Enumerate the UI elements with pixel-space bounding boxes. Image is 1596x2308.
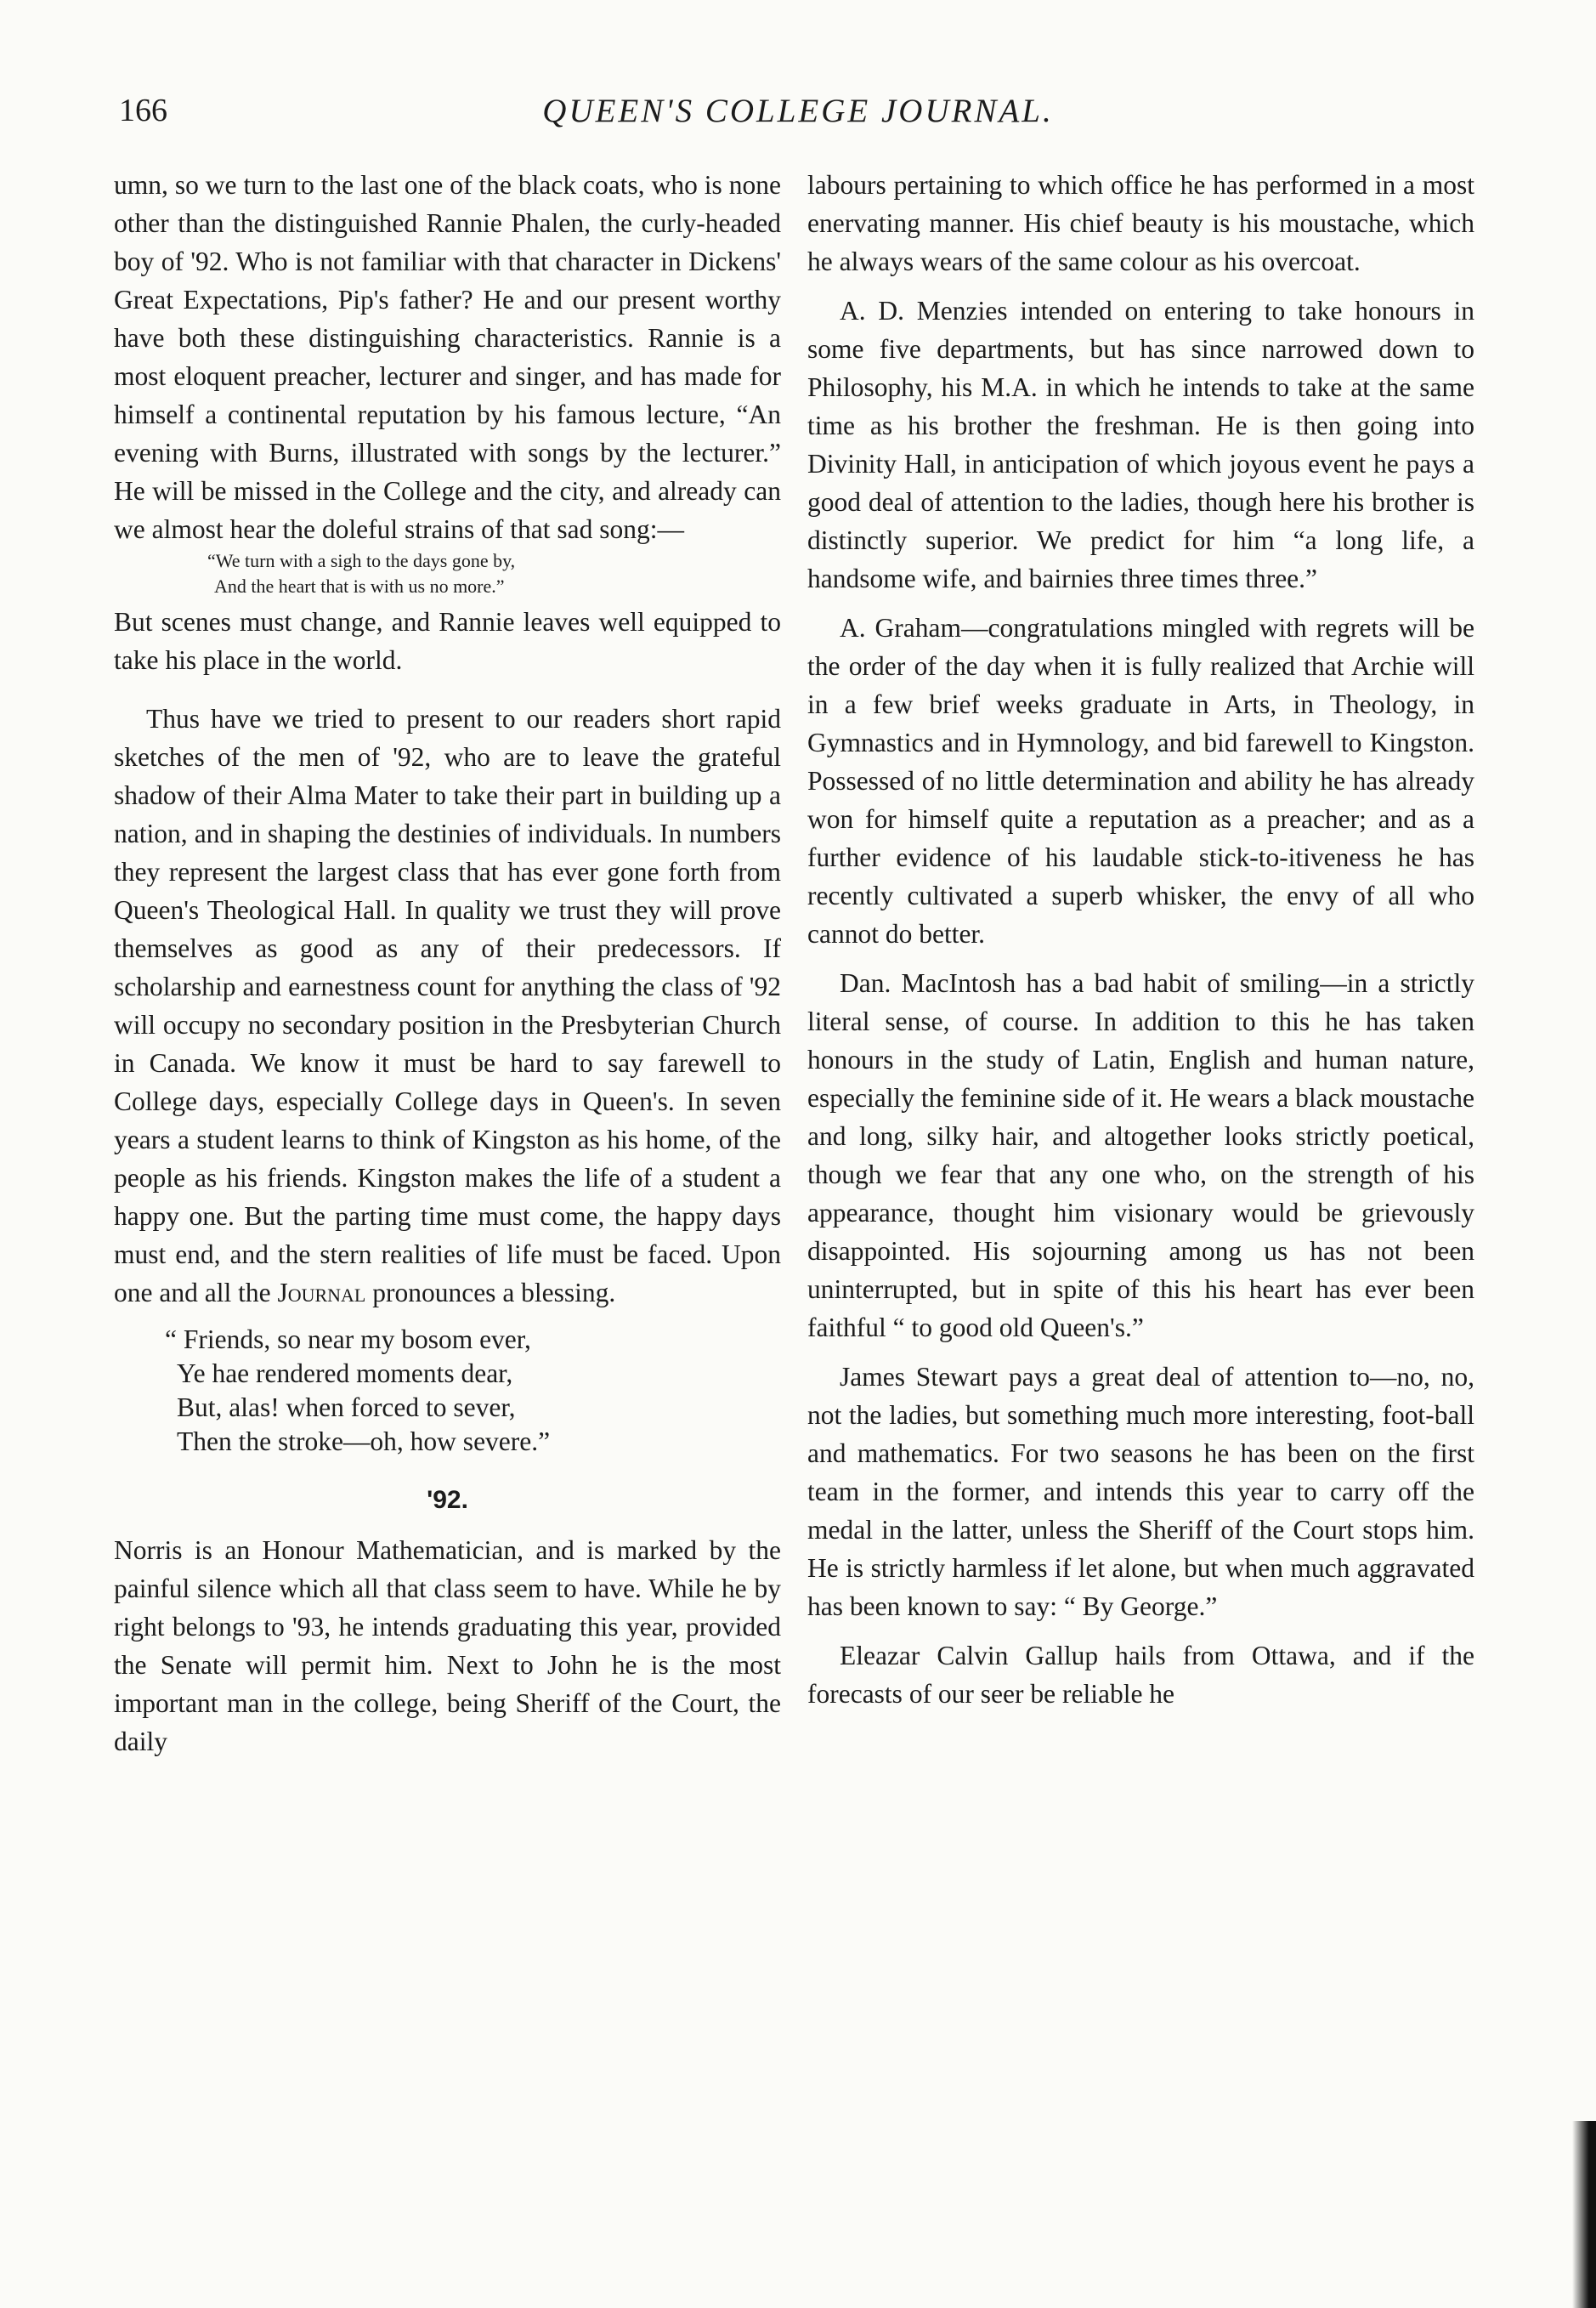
song-line: And the heart that is with us no more.” xyxy=(214,576,505,597)
section-heading: '92. xyxy=(427,1486,468,1514)
journal-name: Journal xyxy=(277,1278,366,1307)
farewell-verse xyxy=(165,1323,781,1459)
paragraph-stewart: James Stewart pays a great deal of attention to—no, no, not the ladies, but something much more interesting, foot-ball and mathematics. For two seasons he has been on the first team in the former, and intends this year to carry off the medal in the latter, unless the Sheriff of the Court stops him. He is strictly harmless if let alone, but when much aggravated has been known to say: “ By George.” xyxy=(807,1362,1474,1621)
paragraph-norris-cont: labours pertaining to which office he has performed in a most enervating manner. His chief beauty is his moustache, which he always wears of the same colour as his overcoat. xyxy=(807,170,1474,276)
paragraph-norris: Norris is an Honour Mathematician, and is marked by the painful silence which all that class seem to have. While he by right belongs to '93, he intends graduating this year, provided the Senate will permit him. Next to John he is the most important man in the college, being Sheriff of the Court, the daily xyxy=(114,1535,781,1756)
verse-line: But, alas! when forced to sever, xyxy=(177,1392,516,1422)
verse-line: Then the stroke—oh, how severe.” xyxy=(177,1426,551,1456)
paragraph-gallup: Eleazar Calvin Gallup hails from Ottawa, and if the forecasts of our seer be reliable he xyxy=(807,1641,1474,1709)
right-column xyxy=(807,166,1474,1724)
paragraph-macintosh: Dan. MacIntosh has a bad habit of smiling—in a strictly literal sense, of course. In addition to this he has taken honours in the study of Latin, English and human nature, especially the feminine side of it. He wears a black moustache and long, silky hair, and altogether looks strictly poetical, though we fear that any one who, on the strength of his appearance, thought him visionary would be grievously disappointed. His sojourning among us has not been uninterrupted, but in spite of this his heart has ever been faithful “ to good old Queen's.” xyxy=(807,968,1474,1342)
farewell-text: Thus have we tried to present to our readers short rapid sketches of the men of '92, who are to leave the grateful shadow of their Alma Mater to take their part in building up a nation, and in shaping the destinies of individuals. In numbers they represent the largest class that has ever gone forth from Queen's Theological Hall. In quality we trust they will prove themselves as good as any of their predecessors. If scholarship and earnestness count for anything the class of '92 will occupy no secondary position in the Presbyterian Church in Canada. We know it must be hard to say farewell to College days, especially College days in Queen's. In seven years a student learns to think of Kingston as his home, of the people as his friends. Kingston makes the life of a student a happy one. But the parting time must come, the happy days must end, and the stern realities of life must be faced. Upon one and all the xyxy=(114,704,781,1307)
paragraph-menzies: A. D. Menzies intended on entering to take honours in some five departments, but has since narrowed down to Philosophy, his M.A. in which he intends to take at the same time as his brother the freshman. He is then going into Divinity Hall, in anticipation of which joyous event he pays a good deal of attention to the ladies, though here his brother is distinctly superior. We predict for him “a long life, a handsome wife, and bairnies three times three.” xyxy=(807,296,1474,593)
verse-line: Ye hae rendered moments dear, xyxy=(177,1358,513,1388)
song-line: “We turn with a sigh to the days gone by, xyxy=(207,550,516,571)
song-quote xyxy=(207,548,781,599)
left-column xyxy=(114,166,781,1772)
paragraph-scenes: But scenes must change, and Rannie leaves well equipped to take his place in the world. xyxy=(114,607,781,675)
paragraph-graham: A. Graham—congratulations mingled with regrets will be the order of the day when it is fully realized that Archie will in a few brief weeks graduate in Arts, in Theology, in Gymnastics and in Hymnology, and bid farewell to Kingston. Possessed of no little determination and ability he has already won for himself quite a reputation as a preacher; and as a further evidence of his laudable stick-to-itiveness he has recently cultivated a superb whisker, the envy of all who cannot do better. xyxy=(807,613,1474,949)
running-title: QUEEN'S COLLEGE JOURNAL. xyxy=(542,93,1054,129)
paragraph-farewell xyxy=(114,700,781,1312)
paragraph-phalen: umn, so we turn to the last one of the black coats, who is none other than the distinguished Rannie Phalen, the curly-headed boy of '92. Who is not familiar with that character in Dickens' Great Expectations, Pip's father? He and our present worthy have both these distinguishing characteristics. Rannie is a most eloquent preacher, lecturer and singer, and has made for himself a continental reputation by his famous lecture, “An evening with Burns, illustrated with songs by the lecturer.” He will be missed in the College and the city, and already can we almost hear the doleful strains of that sad song:— xyxy=(114,170,781,544)
verse-line: “ Friends, so near my bosom ever, xyxy=(165,1324,531,1354)
page-edge-shadow xyxy=(1572,2121,1596,2308)
page-number: 166 xyxy=(119,93,167,128)
farewell-text-end: pronounces a blessing. xyxy=(372,1278,616,1307)
